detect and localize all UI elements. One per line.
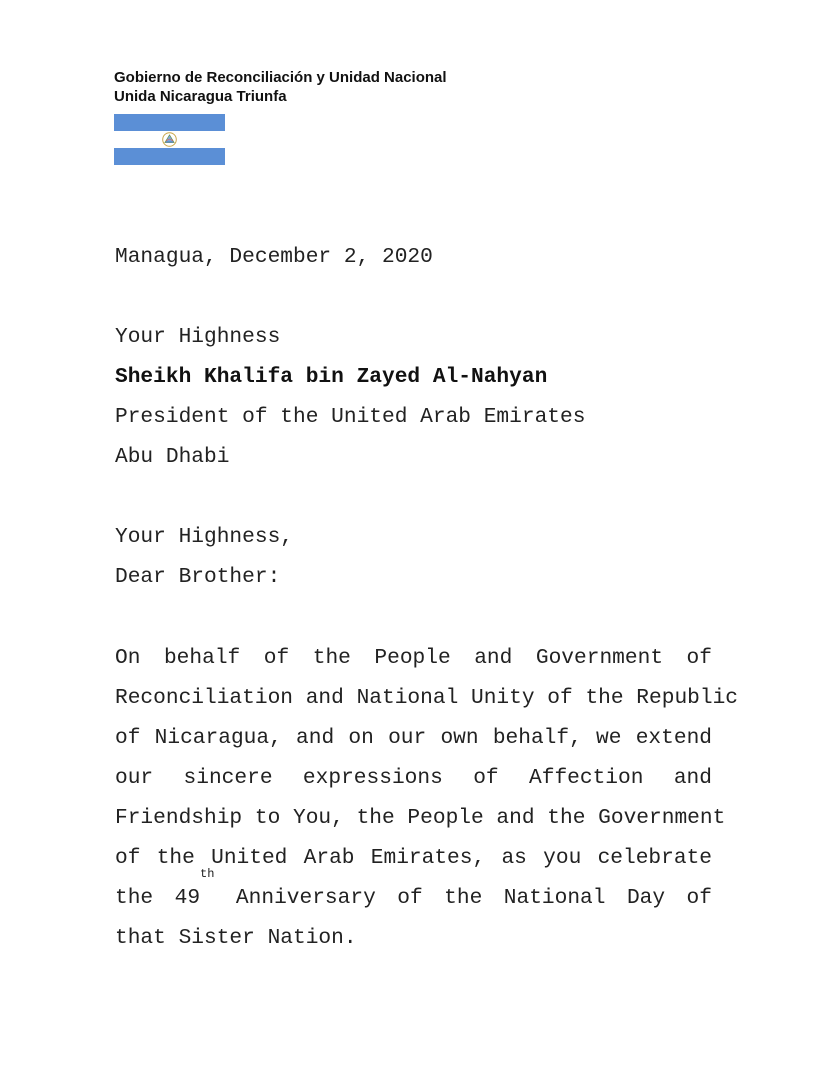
- body-line: On behalf of the People and Government of: [115, 646, 712, 670]
- ordinal-suffix: th: [200, 867, 215, 881]
- letterhead: [114, 68, 447, 106]
- body-line: of Nicaragua, and on our own behalf, we extend: [115, 726, 712, 750]
- body-line: Friendship to You, the People and the Government: [115, 806, 726, 830]
- body-line: our sincere expressions of Affection and: [115, 766, 712, 790]
- body-line-anniversary: [115, 867, 712, 918]
- coat-of-arms-icon: [161, 131, 178, 148]
- greeting-line-2: Dear Brother:: [115, 565, 281, 589]
- body-line-closing: that Sister Nation.: [115, 926, 357, 950]
- anniversary-prefix: the 49: [115, 886, 201, 910]
- letter-date: Managua, December 2, 2020: [115, 245, 433, 269]
- greeting-line-1: Your Highness,: [115, 525, 294, 549]
- recipient-city: Abu Dhabi: [115, 445, 230, 469]
- recipient-name: Sheikh Khalifa bin Zayed Al-Nahyan: [115, 365, 548, 389]
- letter-body: [115, 638, 739, 958]
- anniversary-suffix: Anniversary of the National Day of: [214, 886, 712, 910]
- body-line: of the United Arab Emirates, as you celebrate: [115, 846, 712, 870]
- letterhead-slogan: Unida Nicaragua Triunfa: [114, 88, 287, 105]
- body-line: Reconciliation and National Unity of the Republic: [115, 686, 739, 710]
- nicaragua-flag-icon: [114, 114, 225, 165]
- recipient-title: Your Highness: [115, 325, 281, 349]
- recipient-position: President of the United Arab Emirates: [115, 405, 586, 429]
- letterhead-government-name: Gobierno de Reconciliación y Unidad Nacional: [114, 69, 447, 86]
